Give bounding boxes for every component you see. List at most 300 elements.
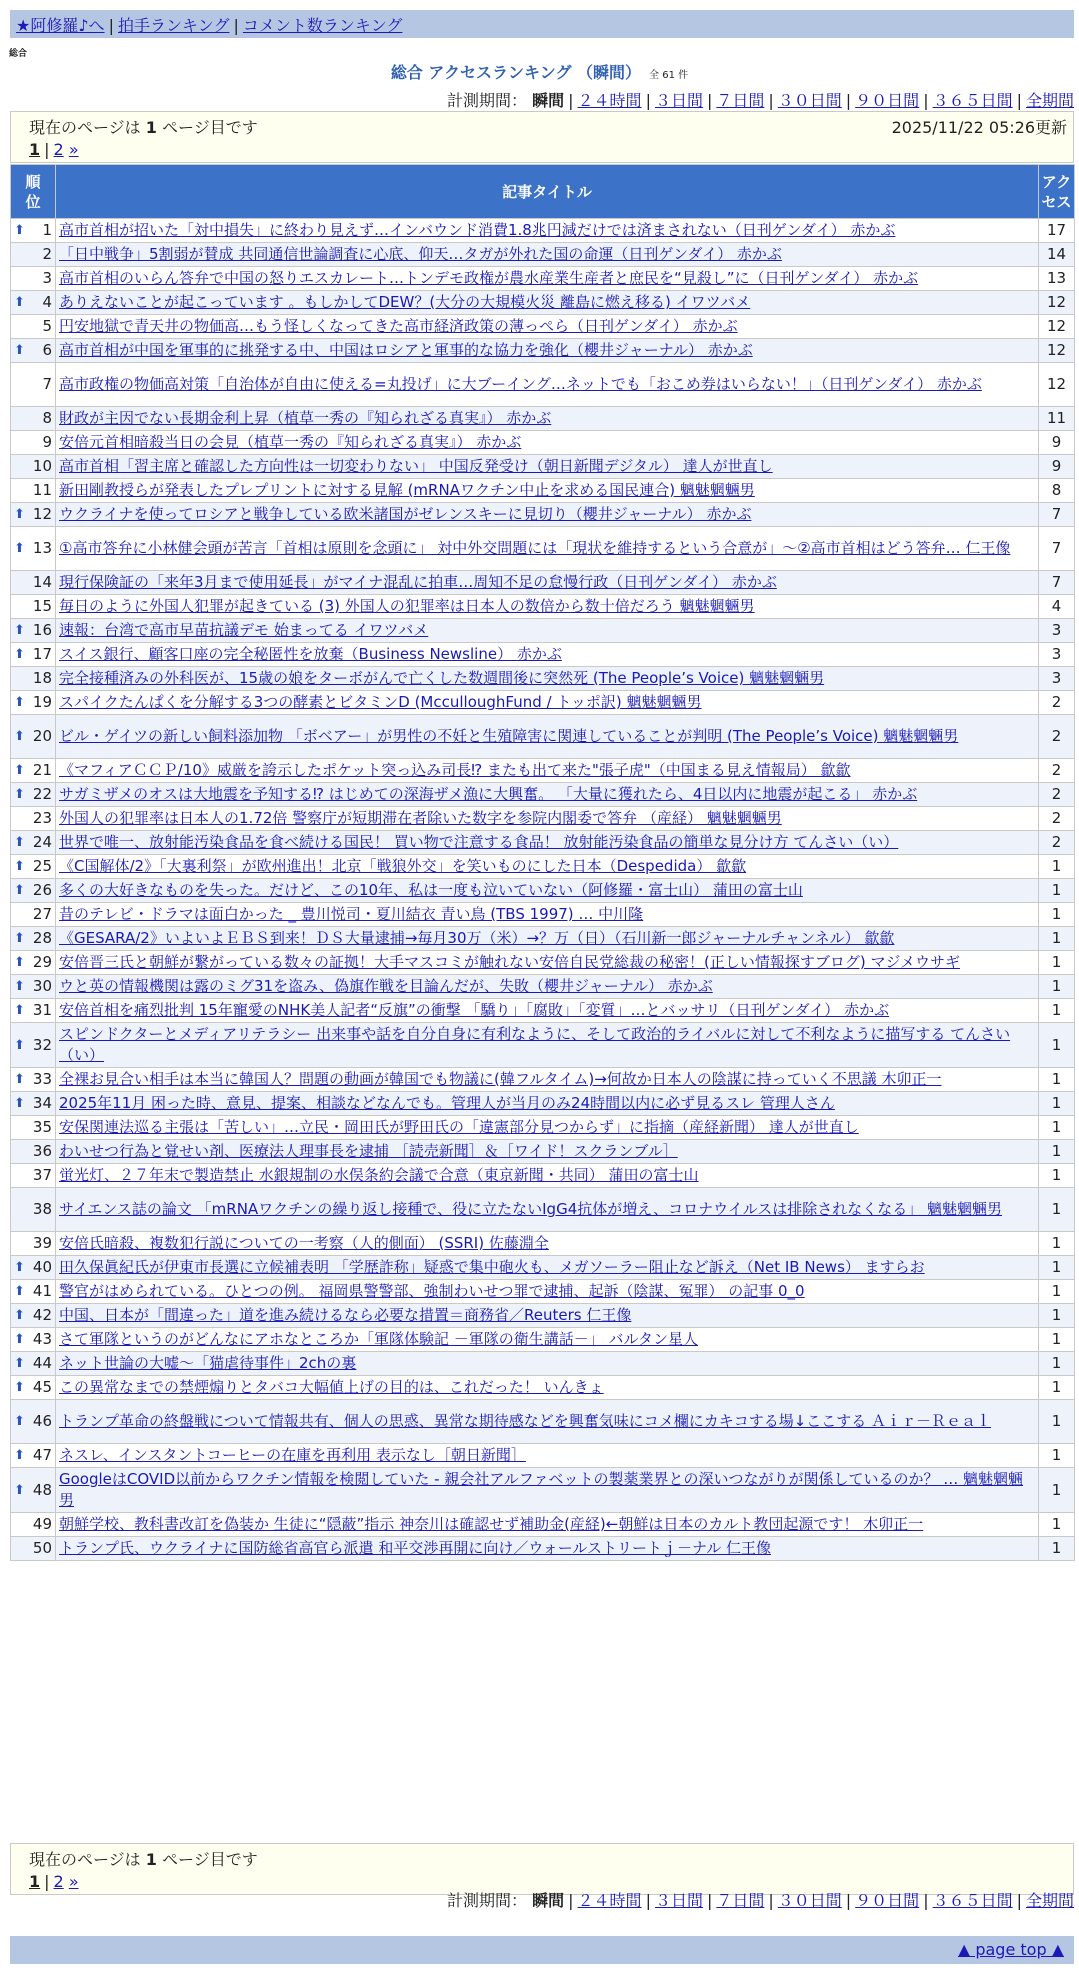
rank-cell	[11, 807, 56, 831]
period-selector-top	[447, 88, 1074, 111]
title-cell	[56, 903, 1039, 927]
title-cell	[56, 1400, 1039, 1444]
rank-number: 36	[32, 1142, 52, 1160]
period-separator: |	[568, 1891, 574, 1910]
access-count: 7	[1039, 527, 1075, 571]
title-cell	[56, 1280, 1039, 1304]
access-count: 1	[1039, 999, 1075, 1023]
rank-cell	[11, 243, 56, 267]
article-title-link[interactable]: 高市首相が中国を軍事的に挑発する中、中国はロシアと軍事的な協力を強化（櫻井ジャーナル） 赤かぶ	[59, 341, 753, 359]
title-cell	[56, 759, 1039, 783]
rank-up-icon: ⬆	[14, 1072, 25, 1087]
title-cell	[56, 291, 1039, 315]
access-count: 1	[1039, 1444, 1075, 1468]
article-title-link[interactable]: 中国、日本が「間違った」道を進み続けるなら必要な措置＝商務省／Reuters 仁王像	[59, 1306, 632, 1324]
rank-up-icon: ⬆	[14, 883, 25, 898]
rank-number: 20	[32, 727, 52, 745]
rank-up-icon: ⬆	[14, 1448, 25, 1463]
table-row	[11, 855, 1075, 879]
article-title-link[interactable]: サイエンス誌の論文 「mRNAワクチンの繰り返し接種で、役に立たないIgG4抗体が増え、コロナウイルスは排除されなくなる」 魑魅魍魎男	[59, 1200, 1003, 1218]
article-title-link[interactable]: 安倍元首相暗殺当日の会見（植草一秀の『知られざる真実』） 赤かぶ	[59, 433, 522, 451]
rank-number: 22	[32, 785, 52, 803]
rank-number: 35	[32, 1118, 52, 1136]
access-count: 3	[1039, 643, 1075, 667]
title-cell	[56, 1537, 1039, 1561]
rank-number: 16	[32, 621, 52, 639]
access-count: 3	[1039, 667, 1075, 691]
rank-cell	[11, 691, 56, 715]
period-link[interactable]: ７日間	[716, 1891, 765, 1910]
period-separator: |	[845, 1891, 852, 1910]
page-2-link[interactable]: 2	[53, 1872, 64, 1891]
rank-up-icon: ⬆	[14, 223, 25, 238]
title-cell	[56, 479, 1039, 503]
article-title-link[interactable]: この異常なまでの禁煙煽りとタバコ大幅値上げの目的は、これだった！ いんきょ	[59, 1378, 604, 1396]
period-current: 瞬間	[532, 91, 565, 110]
title-cell	[56, 831, 1039, 855]
table-row	[11, 1280, 1075, 1304]
period-link[interactable]: ３６５日間	[932, 1891, 1013, 1910]
table-row	[11, 807, 1075, 831]
article-title-link[interactable]: 《GESARA/2》いよいよＥＢＳ到来！ＤＳ大量逮捕→毎月30万（米）→？万（日）（石川新一郎ジャーナルチャンネル） 歙歙	[59, 929, 895, 947]
title-cell	[56, 855, 1039, 879]
access-count: 12	[1039, 339, 1075, 363]
article-title-link[interactable]: スピンドクターとメディアリテラシー 出来事や話を自分自身に有利なように、そして政治的ライバルに対して不利なように描写する てんさい（い）	[59, 1025, 1011, 1064]
article-title-link[interactable]: 新田剛教授らが発表したプレプリントに対する見解 (mRNAワクチン中止を求める国民連合) 魑魅魍魎男	[59, 481, 755, 499]
table-row	[11, 1023, 1075, 1068]
rank-number: 9	[42, 433, 52, 451]
title-cell	[56, 691, 1039, 715]
period-link[interactable]: ３０日間	[777, 1891, 842, 1910]
access-count: 1	[1039, 1328, 1075, 1352]
title-cell	[56, 1164, 1039, 1188]
rank-cell	[11, 1188, 56, 1232]
access-count: 1	[1039, 1400, 1075, 1444]
period-separator: |	[1016, 1891, 1022, 1910]
access-count: 7	[1039, 571, 1075, 595]
total-count: 全 61 件	[649, 70, 689, 81]
access-count: 1	[1039, 1280, 1075, 1304]
access-count: 12	[1039, 291, 1075, 315]
title-cell	[56, 619, 1039, 643]
article-title-link[interactable]: 安倍晋三氏と朝鮮が繋がっている数々の証拠！大手マスコミが触れない安倍自民党総裁の秘密！(正しい情報探すブログ) マジメウサギ	[59, 953, 961, 971]
rank-number: 34	[32, 1094, 52, 1112]
article-title-link[interactable]: 高市政権の物価高対策「自治体が自由に使える=丸投げ」に大ブーイング…ネットでも「おこめ券はいらない！」（日刊ゲンダイ） 赤かぶ	[59, 375, 982, 393]
rank-number: 47	[32, 1446, 52, 1464]
rank-up-icon: ⬆	[14, 955, 25, 970]
period-separator: |	[923, 91, 929, 110]
rank-up-icon: ⬆	[14, 835, 25, 850]
rank-cell	[11, 1116, 56, 1140]
article-title-link[interactable]: わいせつ行為と覚せい剤、医療法人理事長を逮捕 ［読売新聞］＆［ワイド！スクランブル］	[59, 1142, 678, 1160]
title-cell	[56, 571, 1039, 595]
table-row	[11, 1140, 1075, 1164]
rank-cell	[11, 1023, 56, 1068]
access-count: 12	[1039, 363, 1075, 407]
article-title-link[interactable]: 朝鮮学校、教科書改訂を偽装か 生徒に“隠蔽”指示 神奈川は確認せず補助金(産経)←朝鮮は日本のカルト教団起源です！ 木卯正一	[59, 1515, 924, 1533]
title-cell	[56, 1116, 1039, 1140]
article-title-link[interactable]: 警官がはめられている。ひとつの例。 福岡県警警部、強制わいせつ罪で逮捕、起訴（陰謀、冤罪） の記事 0_0	[59, 1282, 805, 1300]
rank-cell	[11, 595, 56, 619]
period-link[interactable]: ７日間	[716, 91, 765, 110]
article-title-link[interactable]: 《マフィアＣＣＰ/10》威厳を誇示したポケット突っ込み司長⁉ またも出て来た"張子虎"（中国まる見え情報局） 歙歙	[59, 761, 851, 779]
access-count: 2	[1039, 759, 1075, 783]
table-row	[11, 363, 1075, 407]
rank-number: 48	[32, 1480, 52, 1499]
rank-number: 24	[32, 833, 52, 851]
rank-cell	[11, 1352, 56, 1376]
access-count: 2	[1039, 807, 1075, 831]
article-title-link[interactable]: 完全接種済みの外科医が、15歳の娘をターボがんで亡くした数週間後に突然死 (The People’s Voice) 魑魅魍魎男	[59, 669, 825, 687]
article-title-link[interactable]: 円安地獄で青天井の物価高…もう怪しくなってきた高市経済政策の薄っぺら（日刊ゲンダイ） 赤かぶ	[59, 317, 738, 335]
access-count: 2	[1039, 831, 1075, 855]
table-row	[11, 831, 1075, 855]
table-row	[11, 879, 1075, 903]
access-count: 1	[1039, 1232, 1075, 1256]
table-row	[11, 1232, 1075, 1256]
access-count: 14	[1039, 243, 1075, 267]
period-link[interactable]: 全期間	[1025, 91, 1074, 110]
rank-cell	[11, 1513, 56, 1537]
table-row	[11, 975, 1075, 999]
rank-up-icon: ⬆	[14, 1003, 25, 1018]
table-row	[11, 1116, 1075, 1140]
rank-number: 46	[32, 1412, 52, 1430]
table-row	[11, 339, 1075, 363]
table-row	[11, 1376, 1075, 1400]
period-link[interactable]: ９０日間	[855, 91, 920, 110]
rank-number: 7	[42, 375, 52, 393]
rank-up-icon: ⬆	[14, 1332, 25, 1347]
article-title-link[interactable]: ウと英の情報機関は露のミグ31を盗み、偽旗作戦を目論んだが、失敗（櫻井ジャーナル） 赤かぶ	[59, 977, 713, 995]
page-1-current: 1	[29, 1872, 41, 1891]
rank-cell	[11, 363, 56, 407]
access-count: 1	[1039, 1304, 1075, 1328]
title-cell	[56, 1352, 1039, 1376]
rank-up-icon: ⬆	[14, 979, 25, 994]
article-title-link[interactable]: ウクライナを使ってロシアと戦争している欧米諸国がゼレンスキーに見切り（櫻井ジャーナル） 赤かぶ	[59, 505, 752, 523]
article-title-link[interactable]: 財政が主因でない長期金利上昇（植草一秀の『知られざる真実』） 赤かぶ	[59, 409, 552, 427]
table-row	[11, 1256, 1075, 1280]
rank-number: 12	[32, 505, 52, 523]
access-count: 12	[1039, 315, 1075, 339]
rank-up-icon: ⬆	[14, 763, 25, 778]
page-title	[0, 60, 1079, 83]
title-cell	[56, 1256, 1039, 1280]
ranking-table-body	[11, 219, 1075, 1561]
access-count: 9	[1039, 431, 1075, 455]
article-title-link[interactable]: 高市首相が招いた「対中損失」に終わり見えず…インバウンド消費1.8兆円減だけでは済まされない（日刊ゲンダイ） 赤かぶ	[59, 221, 896, 239]
rank-number: 13	[32, 539, 52, 557]
rank-up-icon: ⬆	[14, 859, 25, 874]
page-title-text: 総合 アクセスランキング （瞬間）	[390, 63, 642, 82]
title-column-header: 記事タイトル	[56, 165, 1039, 219]
title-cell	[56, 975, 1039, 999]
table-row	[11, 951, 1075, 975]
period-separator: |	[645, 91, 651, 110]
rank-number: 39	[32, 1234, 52, 1252]
rank-number: 27	[32, 905, 52, 923]
article-title-link[interactable]: サガミザメのオスは大地震を予知する⁉ はじめての深海ザメ漁に大興奮。 「大量に獲れたら、4日以内に地震が起こる」 赤かぶ	[59, 785, 918, 803]
access-count: 1	[1039, 1376, 1075, 1400]
period-separator: |	[706, 91, 713, 110]
title-cell	[56, 1304, 1039, 1328]
article-title-link[interactable]: ①高市答弁に小林健会頭が苦言「首相は原則を念頭に」 対中外交問題には「現状を維持するという合意が」～②高市首相はどう答弁… 仁王像	[59, 539, 1011, 557]
title-cell	[56, 455, 1039, 479]
rank-cell	[11, 479, 56, 503]
access-count: 1	[1039, 1468, 1075, 1513]
rank-up-icon: ⬆	[14, 729, 25, 744]
period-label: 計測期間：	[447, 1891, 528, 1910]
table-row	[11, 1400, 1075, 1444]
article-title-link[interactable]: 「日中戦争」5割弱が賛成 共同通信世論調査に心底、仰天…タガが外れた国の命運（日刊ゲンダイ） 赤かぶ	[59, 245, 782, 263]
rank-cell	[11, 1140, 56, 1164]
table-row	[11, 1068, 1075, 1092]
title-cell	[56, 879, 1039, 903]
rank-cell	[11, 619, 56, 643]
access-count: 1	[1039, 1256, 1075, 1280]
rank-cell	[11, 1068, 56, 1092]
rank-cell	[11, 339, 56, 363]
rank-cell	[11, 1468, 56, 1513]
table-row	[11, 999, 1075, 1023]
rank-cell	[11, 951, 56, 975]
title-cell	[56, 643, 1039, 667]
rank-number: 4	[42, 293, 52, 311]
rank-number: 3	[42, 269, 52, 287]
table-row	[11, 1164, 1075, 1188]
article-title-link[interactable]: 毎日のように外国人犯罪が起きている (3) 外国人の犯罪率は日本人の数倍から数十倍だろう 魑魅魍魎男	[59, 597, 755, 615]
article-title-link[interactable]: 多くの大好きなものを失った。だけど、この10年、私は一度も泣いていない（阿修羅・富士山） 蒲田の富士山	[59, 881, 803, 899]
rank-cell	[11, 455, 56, 479]
page-top-link[interactable]: ▲ page top ▲	[957, 1940, 1064, 1959]
article-title-link[interactable]: 昔のテレビ・ドラマは面白かった _ 豊川悦司・夏川結衣 青い鳥 (TBS 1997) … 中川隆	[59, 905, 644, 923]
rank-number: 45	[32, 1378, 52, 1396]
title-cell	[56, 1376, 1039, 1400]
table-row	[11, 595, 1075, 619]
title-cell	[56, 407, 1039, 431]
access-count: 1	[1039, 975, 1075, 999]
period-link[interactable]: ２４時間	[577, 1891, 642, 1910]
access-count: 1	[1039, 879, 1075, 903]
page-2-link[interactable]: 2	[53, 140, 64, 159]
rank-cell	[11, 1256, 56, 1280]
next-page-link[interactable]: »	[68, 1872, 79, 1891]
article-title-link[interactable]: スパイクたんぱくを分解する3つの酵素とビタミンD (McculloughFund / トッポ訳) 魑魅魍魎男	[59, 693, 702, 711]
rank-number: 29	[32, 953, 52, 971]
rank-number: 25	[32, 857, 52, 875]
table-row	[11, 455, 1075, 479]
period-separator: |	[768, 1891, 774, 1910]
table-row	[11, 1304, 1075, 1328]
article-title-link[interactable]: トランプ氏、ウクライナに国防総省高官ら派遣 和平交渉再開に向け／ウォールストリートｊ－ナル 仁王像	[59, 1539, 771, 1557]
table-row	[11, 1468, 1075, 1513]
rank-number: 2	[42, 245, 52, 263]
table-row	[11, 1188, 1075, 1232]
table-row	[11, 667, 1075, 691]
table-row	[11, 783, 1075, 807]
article-title-link[interactable]: 全裸お見合い相手は本当に韓国人？問題の動画が韓国でも物議に(韓フルタイム)→何故か日本人の陰謀に持っていく不思議 木卯正一	[59, 1070, 942, 1088]
period-separator: |	[1016, 91, 1022, 110]
rank-up-icon: ⬆	[14, 1356, 25, 1371]
article-title-link[interactable]: ネット世論の大嘘～「猫虐待事件」2chの裏	[59, 1354, 357, 1372]
rank-cell	[11, 759, 56, 783]
access-count: 2	[1039, 783, 1075, 807]
access-count: 1	[1039, 927, 1075, 951]
comment-ranking-link[interactable]: コメント数ランキング	[242, 16, 403, 35]
article-title-link[interactable]: 高市首相「習主席と確認した方向性は一切変わりない」 中国反発受け（朝日新聞デジタル） 達人が世直し	[59, 457, 773, 475]
period-separator: |	[768, 91, 774, 110]
updated-time: 2025/11/22 05:26更新	[891, 118, 1067, 137]
rank-up-icon: ⬆	[14, 1482, 25, 1498]
article-title-link[interactable]: ありえないことが起こっています 。もしかしてDEW？(大分の大規模火災 離島に燃え移る) イワツバメ	[59, 293, 751, 311]
access-column-header: アク セス	[1039, 165, 1075, 219]
table-row	[11, 1328, 1075, 1352]
article-title-link[interactable]: 安倍首相を痛烈批判 15年寵愛のNHK美人記者“反旗”の衝撃 「驕り」「腐敗」「変質」…とバッサリ（日刊ゲンダイ） 赤かぶ	[59, 1001, 890, 1019]
period-link[interactable]: ３０日間	[777, 91, 842, 110]
access-count: 1	[1039, 1140, 1075, 1164]
rank-cell	[11, 879, 56, 903]
title-cell	[56, 1468, 1039, 1513]
rank-number: 1	[42, 221, 52, 239]
title-cell	[56, 1444, 1039, 1468]
article-title-link[interactable]: さて軍隊というのがどんなにアホなところか「軍隊体験記 －軍隊の衛生講話－」 バルタン星人	[59, 1330, 698, 1348]
rank-up-icon: ⬆	[14, 623, 25, 638]
bottom-bar	[10, 1936, 1074, 1964]
next-page-link[interactable]: »	[68, 140, 79, 159]
current-page-text: 現在のページは 1 ページ目です	[29, 1850, 258, 1869]
rank-number: 42	[32, 1306, 52, 1324]
article-title-link[interactable]: 速報：台湾で高市早苗抗議デモ 始まってる イワツバメ	[59, 621, 429, 639]
rank-number: 38	[32, 1200, 52, 1218]
access-count: 1	[1039, 1023, 1075, 1068]
table-row	[11, 315, 1075, 339]
period-link[interactable]: ２４時間	[577, 91, 642, 110]
rank-cell	[11, 1400, 56, 1444]
rank-number: 37	[32, 1166, 52, 1184]
title-cell	[56, 1068, 1039, 1092]
nav-separator: |	[108, 16, 114, 35]
rank-cell	[11, 1328, 56, 1352]
article-title-link[interactable]: ビル・ゲイツの新しい飼料添加物 「ボベアー」が男性の不妊と生殖障害に関連していることが判明 (The People’s Voice) 魑魅魍魎男	[59, 727, 959, 745]
period-link[interactable]: ３６５日間	[932, 91, 1013, 110]
title-cell	[56, 1513, 1039, 1537]
table-row	[11, 903, 1075, 927]
rank-number: 19	[32, 693, 52, 711]
rank-cell	[11, 407, 56, 431]
title-cell	[56, 339, 1039, 363]
table-row	[11, 1444, 1075, 1468]
article-title-link[interactable]: トランプ革命の終盤戦について情報共有、個人の思惑、異常な期待感などを興奮気味にコメ欄にカキコする場↓ここする Ａｉｒ－Ｒｅａｌ	[59, 1412, 992, 1430]
rank-cell	[11, 315, 56, 339]
title-cell	[56, 999, 1039, 1023]
rank-up-icon: ⬆	[14, 1308, 25, 1323]
rank-number: 23	[32, 809, 52, 827]
rank-up-icon: ⬆	[14, 295, 25, 310]
rank-up-icon: ⬆	[14, 931, 25, 946]
article-title-link[interactable]: 高市首相のいらん答弁で中国の怒りエスカレート…トンデモ政権が農水産業生産者と庶民を“見殺し”に（日刊ゲンダイ） 赤かぶ	[59, 269, 919, 287]
period-link[interactable]: ３日間	[654, 1891, 703, 1910]
rank-number: 8	[42, 409, 52, 427]
rank-number: 21	[32, 761, 52, 779]
period-link[interactable]: ９０日間	[855, 1891, 920, 1910]
access-count: 4	[1039, 595, 1075, 619]
article-title-link[interactable]: GoogleはCOVID以前からワクチン情報を検閲していた - 親会社アルファベットの製薬業界との深いつながりが関係しているのか？ … 魑魅魍魎男	[59, 1470, 1023, 1509]
page-1-current: 1	[29, 140, 41, 159]
current-page-text: 現在のページは 1 ページ目です	[29, 118, 258, 137]
title-cell	[56, 951, 1039, 975]
rank-cell	[11, 1164, 56, 1188]
period-label: 計測期間：	[447, 91, 528, 110]
rank-cell	[11, 1537, 56, 1561]
article-title-link[interactable]: 蛍光灯、２７年末で製造禁止 水銀規制の水俣条約会議で合意（東京新聞・共同） 蒲田の富士山	[59, 1166, 699, 1184]
period-separator: |	[923, 1891, 929, 1910]
access-count: 2	[1039, 715, 1075, 759]
rank-cell	[11, 927, 56, 951]
clap-ranking-link[interactable]: 拍手ランキング	[117, 16, 230, 35]
title-cell	[56, 783, 1039, 807]
title-cell	[56, 807, 1039, 831]
period-separator: |	[645, 1891, 651, 1910]
rank-up-icon: ⬆	[14, 647, 25, 662]
article-title-link[interactable]: 安倍氏暗殺、複数犯行説についての一考察（人的側面） (SSRI) 佐藤淵全	[59, 1234, 549, 1252]
article-title-link[interactable]: スイス銀行、顧客口座の完全秘匿性を放棄（Business Newsline） 赤かぶ	[59, 645, 562, 663]
article-title-link[interactable]: 世界で唯一、放射能汚染食品を食べ続ける国民！ 買い物で注意する食品！ 放射能汚染食品の簡単な見分け方 てんさい（い）	[59, 833, 899, 851]
access-count: 1	[1039, 1164, 1075, 1188]
period-separator: |	[706, 1891, 713, 1910]
access-count: 1	[1039, 1537, 1075, 1561]
title-cell	[56, 219, 1039, 243]
article-title-link[interactable]: 外国人の犯罪率は日本人の1.72倍 警察庁が短期滞在者除いた数字を参院内閣委で答弁 （産経） 魑魅魍魎男	[59, 809, 782, 827]
access-count: 1	[1039, 1513, 1075, 1537]
access-count: 2	[1039, 691, 1075, 715]
title-cell	[56, 431, 1039, 455]
article-title-link[interactable]: 田久保眞紀氏が伊東市長選に立候補表明 「学歴詐称」疑惑で集中砲火も、メガソーラー阻止など訴え（Net IB News） ますらお	[59, 1258, 925, 1276]
rank-up-icon: ⬆	[14, 343, 25, 358]
article-title-link[interactable]: ネスレ、インスタントコーヒーの在庫を再利用 表示なし［朝日新聞］	[59, 1446, 526, 1464]
rank-up-icon: ⬆	[14, 1284, 25, 1299]
page-links: 1 | 2 »	[29, 140, 79, 159]
table-row	[11, 1092, 1075, 1116]
period-separator: |	[568, 91, 574, 110]
rank-cell	[11, 783, 56, 807]
article-title-link[interactable]: 2025年11月 困った時、意見、提案、相談などなんでも。管理人が当月のみ24時間以内に必ず見るスレ 管理人さん	[59, 1094, 835, 1112]
rank-number: 31	[32, 1001, 52, 1019]
title-cell	[56, 527, 1039, 571]
rank-cell	[11, 1280, 56, 1304]
rank-cell	[11, 1092, 56, 1116]
rank-column-header: 順 位	[11, 165, 56, 219]
rank-number: 44	[32, 1354, 52, 1372]
article-title-link[interactable]: 安保関連法巡る主張は「苦しい」…立民・岡田氏が野田氏の「違憲部分見つからず」に指摘（産経新聞） 達人が世直し	[59, 1118, 859, 1136]
period-link[interactable]: ３日間	[654, 91, 703, 110]
rank-cell	[11, 291, 56, 315]
access-count: 7	[1039, 503, 1075, 527]
rank-number: 11	[32, 481, 52, 499]
period-link[interactable]: 全期間	[1025, 1891, 1074, 1910]
rank-number: 15	[32, 597, 52, 615]
access-count: 1	[1039, 1092, 1075, 1116]
category-label: 総合	[9, 49, 28, 59]
article-title-link[interactable]: 現行保険証の「来年3月まで使用延長」がマイナ混乱に拍車…周知不足の怠慢行政（日刊ゲンダイ） 赤かぶ	[59, 573, 777, 591]
table-row	[11, 1513, 1075, 1537]
home-link[interactable]: ★阿修羅♪へ	[16, 16, 105, 35]
table-row	[11, 219, 1075, 243]
rank-cell	[11, 1304, 56, 1328]
title-cell	[56, 503, 1039, 527]
article-title-link[interactable]: 《C国解体/2》「大裏利祭」が欧州進出！北京「戦狼外交」を笑いものにした日本（Despedida） 歙歙	[59, 857, 747, 875]
rank-number: 6	[42, 341, 52, 359]
